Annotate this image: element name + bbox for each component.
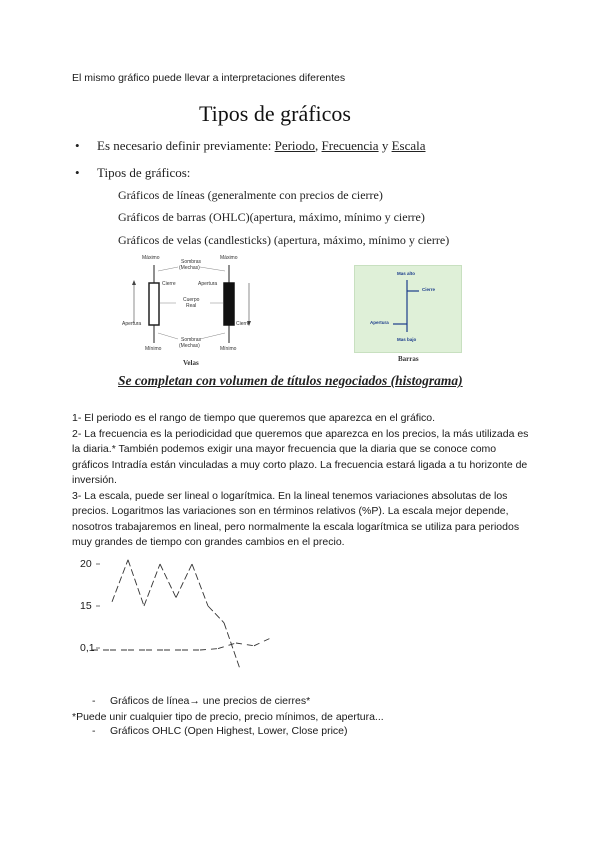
frecuencia-link: Frecuencia <box>321 138 379 153</box>
barras-cierre: Cierre <box>422 287 436 292</box>
list-dash: - <box>92 725 96 737</box>
y-tick-label-15: 15 <box>80 600 92 612</box>
periodo-link: Periodo <box>274 138 316 153</box>
velas-minimo-right: Mínimo <box>220 346 237 352</box>
velas-cierre-left: Cierre <box>162 281 176 287</box>
scale-chart <box>72 548 302 673</box>
velas-mechas-top: (Mechas) <box>179 265 200 271</box>
log-series-segment <box>200 649 218 650</box>
velas-apertura-left: Apertura <box>122 321 142 327</box>
sub-barras: Gráficos de barras (OHLC)(apertura, máximo, mínimo y cierre) <box>118 210 425 224</box>
linear-series-segment <box>144 564 160 606</box>
linear-series-segment <box>128 560 144 606</box>
scale-chart-svg <box>72 548 302 673</box>
velas-maximo-right: Máximo <box>220 255 238 261</box>
pointer <box>158 333 178 339</box>
log-series-segment <box>236 643 254 646</box>
up-arrow-head <box>132 280 136 285</box>
barras-apertura: Apertura <box>370 320 389 325</box>
escala-link: Escala <box>391 138 426 153</box>
velas-mechas-bottom: (Mechas) <box>179 343 200 349</box>
intro-text: El mismo gráfico puede llevar a interpretaciones diferentes <box>72 72 346 84</box>
slide-title: Tipos de gráficos <box>199 101 351 126</box>
barras-diagram <box>354 265 462 353</box>
barras-mas-alto: Mas alto <box>397 271 416 276</box>
velas-cierre-right: Cierre <box>236 321 250 327</box>
barras-caption: Barras <box>398 355 419 363</box>
log-series-segment <box>218 643 236 649</box>
bullet-dot: • <box>75 165 80 180</box>
pointer <box>200 267 225 271</box>
list-item-linea-text: Gráficos de línea→ une precios de cierres* <box>110 695 311 707</box>
paragraph-escala: 3- La escala, puede ser lineal o logarítmica. En la lineal tenemos variaciones absolutas de los precios. Logaritmos las variaciones son en términos relativos (%P). La escala mejor depende, nosotros trabajaremos en lineal, pero normalmente la escala logarítmica se utiliza para periodos muy grandes de tiempo con grandes cambios en el precio. <box>72 489 520 548</box>
volumen-highlight: Se completan con volumen de títulos negociados (histograma) <box>118 373 463 388</box>
linear-series-segment <box>192 564 208 606</box>
white-candle-body <box>149 283 159 325</box>
y-tick-label-20: 20 <box>80 558 92 570</box>
bullet2-text: Tipos de gráficos: <box>97 165 191 180</box>
pointer <box>158 267 178 271</box>
linear-series-segment <box>208 606 224 623</box>
explanation <box>72 411 532 551</box>
y-tick-label-0-1: 0,1 <box>80 642 95 654</box>
paragraph-frecuencia: 2- La frecuencia es la periodicidad que queremos que aparezca en los precios, la más utilizada es la diaria.* También podemos exigir una mayor frecuencia que la diaria que se conoce como gráficos Intradía están vinculadas a muy corto plazo. La frecuencia estará ligada a tu horizonte de inversión. <box>72 427 529 486</box>
velas-cuerpo: Cuerpo <box>183 297 200 303</box>
bullet1-prefix: Es necesario definir previamente: <box>97 138 275 153</box>
velas-maximo-left: Máximo <box>142 255 160 261</box>
velas-svg <box>118 253 278 373</box>
log-series-segment <box>254 637 272 645</box>
paragraph-periodo: 1- El periodo es el rango de tiempo que queremos que aparezca en el gráfico. <box>72 412 436 424</box>
linear-series-segment <box>176 564 192 598</box>
list-item-ohlc-text: Gráficos OHLC (Open Highest, Lower, Close price) <box>110 725 348 737</box>
velas-sombras-top: Sombras <box>181 259 202 265</box>
velas-caption: Velas <box>183 359 199 367</box>
velas-diagram <box>118 253 278 373</box>
velas-real: Real <box>186 303 197 309</box>
velas-apertura-right: Apertura <box>198 281 218 287</box>
black-candle-body <box>224 283 234 325</box>
pointer <box>200 333 225 339</box>
barras-mas-bajo: Mas bajo <box>397 337 417 342</box>
bullet1-sep2: y <box>378 138 392 153</box>
bullet-dot: • <box>75 138 80 153</box>
sub-velas: Gráficos de velas (candlesticks) (apertura, máximo, mínimo y cierre) <box>118 233 450 247</box>
sub-lineas: Gráficos de líneas (generalmente con precios de cierre) <box>118 188 383 202</box>
linear-series-segment <box>160 564 176 598</box>
list-dash: - <box>92 695 96 707</box>
linear-series-segment <box>112 560 128 602</box>
velas-sombras-bottom: Sombras <box>181 337 202 343</box>
list-note: *Puede unir cualquier tipo de precio, precio mínimos, de apertura... <box>72 711 384 723</box>
linear-series-segment <box>224 623 240 669</box>
bullet1-sep1: , <box>315 138 322 153</box>
velas-minimo-left: Mínimo <box>145 346 162 352</box>
